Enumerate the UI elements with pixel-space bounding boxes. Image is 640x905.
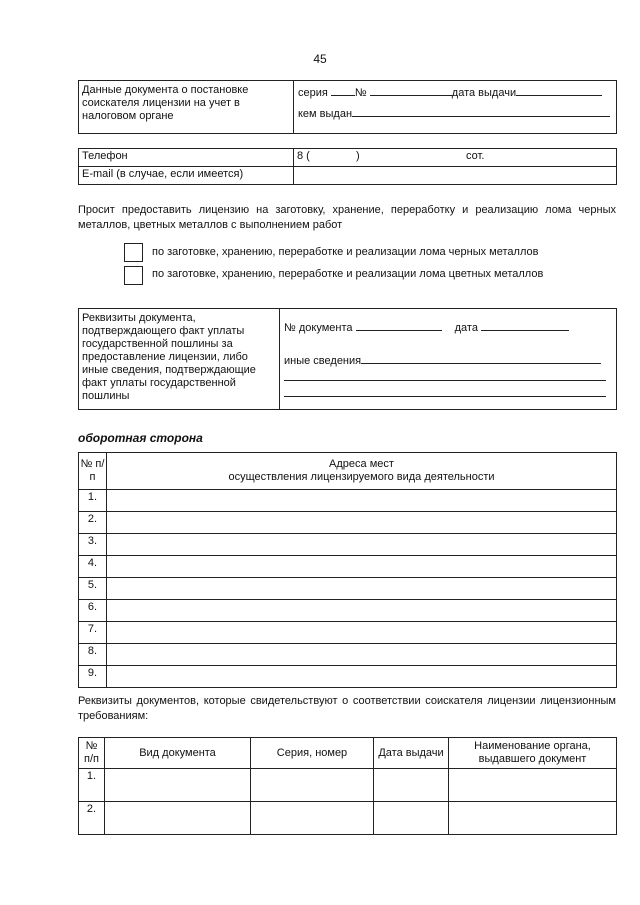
series-field[interactable] bbox=[331, 84, 355, 96]
issue-date-cell[interactable] bbox=[374, 802, 449, 835]
addresses-col-num: № п/п bbox=[79, 453, 107, 490]
series-label: серия bbox=[298, 87, 328, 99]
phone-field[interactable] bbox=[294, 149, 617, 167]
row-number: 1. bbox=[79, 769, 105, 802]
series-number-cell[interactable] bbox=[251, 769, 374, 802]
row-number: 3. bbox=[79, 534, 107, 556]
tax-registration-fields bbox=[294, 81, 617, 134]
table-row bbox=[79, 600, 617, 622]
requirements-col-num: № п/п bbox=[79, 738, 105, 769]
state-fee-table bbox=[78, 308, 617, 410]
mobile-label: сот. bbox=[466, 150, 485, 162]
issuer-cell[interactable] bbox=[449, 769, 617, 802]
other-info-field[interactable] bbox=[361, 352, 601, 364]
email-field[interactable] bbox=[294, 167, 617, 185]
row-number: 2. bbox=[79, 512, 107, 534]
other-info-label: иные сведения bbox=[284, 355, 362, 367]
table-row bbox=[79, 490, 617, 512]
address-cell[interactable] bbox=[107, 644, 617, 666]
tax-registration-table bbox=[78, 80, 617, 134]
state-fee-label: Реквизиты документа, подтверждающего факт уплаты государственной пошлины за предоставление лицензии, либо иные сведения, подтверждающие факт уплаты государственной пошлины bbox=[79, 309, 280, 410]
row-number: 1. bbox=[79, 490, 107, 512]
doc-number-label: № документа bbox=[284, 322, 353, 334]
table-row bbox=[79, 534, 617, 556]
row-number: 8. bbox=[79, 644, 107, 666]
issue-date-label: дата выдачи bbox=[451, 87, 517, 99]
issued-by-field[interactable] bbox=[352, 105, 610, 117]
phone-close: ) bbox=[356, 150, 360, 162]
other-info-line-3[interactable] bbox=[284, 396, 606, 397]
state-fee-fields bbox=[280, 309, 617, 410]
table-row bbox=[79, 556, 617, 578]
nonferrous-metals-label: по заготовке, хранению, переработке и реализации лома цветных металлов bbox=[152, 268, 544, 280]
issuer-cell[interactable] bbox=[449, 802, 617, 835]
page-number: 45 bbox=[313, 52, 327, 66]
address-cell[interactable] bbox=[107, 666, 617, 688]
table-row bbox=[79, 644, 617, 666]
request-text: Просит предоставить лицензию на заготовку, хранение, переработку и реализацию лома черных металлов, цветных металлов с выполнением работ bbox=[78, 204, 616, 231]
contacts-table bbox=[78, 148, 617, 185]
row-number: 2. bbox=[79, 802, 105, 835]
address-cell[interactable] bbox=[107, 512, 617, 534]
table-row bbox=[79, 512, 617, 534]
row-number: 6. bbox=[79, 600, 107, 622]
number-field[interactable] bbox=[370, 84, 452, 96]
doc-number-field[interactable] bbox=[356, 319, 442, 331]
table-row bbox=[79, 769, 617, 802]
fee-date-label: дата bbox=[454, 322, 478, 334]
addresses-col-address bbox=[107, 453, 617, 490]
addresses-col-address-line2: осуществления лицензируемого вида деятельности bbox=[228, 471, 495, 483]
nonferrous-metals-checkbox[interactable] bbox=[124, 266, 143, 285]
address-cell[interactable] bbox=[107, 578, 617, 600]
doc-type-cell[interactable] bbox=[105, 802, 251, 835]
series-number-cell[interactable] bbox=[251, 802, 374, 835]
addresses-table bbox=[78, 452, 617, 688]
table-row bbox=[79, 802, 617, 835]
table-row bbox=[79, 622, 617, 644]
addresses-col-address-line1: Адреса мест bbox=[329, 458, 394, 470]
address-cell[interactable] bbox=[107, 556, 617, 578]
ferrous-metals-checkbox[interactable] bbox=[124, 243, 143, 262]
address-cell[interactable] bbox=[107, 600, 617, 622]
requirements-text: Реквизиты документов, которые свидетельствуют о соответствии соискателя лицензии лицензионным требованиям: bbox=[78, 695, 616, 722]
fee-date-field[interactable] bbox=[481, 319, 569, 331]
address-cell[interactable] bbox=[107, 490, 617, 512]
requirements-col-type: Вид документа bbox=[105, 738, 251, 769]
table-row bbox=[79, 578, 617, 600]
requirements-col-series: Серия, номер bbox=[251, 738, 374, 769]
address-cell[interactable] bbox=[107, 534, 617, 556]
doc-type-cell[interactable] bbox=[105, 769, 251, 802]
table-row bbox=[79, 666, 617, 688]
row-number: 7. bbox=[79, 622, 107, 644]
requirements-col-date: Дата выдачи bbox=[374, 738, 449, 769]
phone-label: Телефон bbox=[79, 149, 294, 167]
row-number: 9. bbox=[79, 666, 107, 688]
issued-by-label: кем выдан bbox=[298, 108, 353, 120]
tax-registration-label: Данные документа о постановке соискателя лицензии на учет в налоговом органе bbox=[79, 81, 294, 134]
other-info-line-2[interactable] bbox=[284, 380, 606, 381]
address-cell[interactable] bbox=[107, 622, 617, 644]
row-number: 5. bbox=[79, 578, 107, 600]
requirements-col-issuer: Наименование органа, выдавшего документ bbox=[449, 738, 617, 769]
number-label: № bbox=[354, 87, 367, 99]
phone-prefix: 8 ( bbox=[297, 150, 310, 162]
email-label: E-mail (в случае, если имеется) bbox=[79, 167, 294, 185]
issue-date-field[interactable] bbox=[516, 84, 602, 96]
ferrous-metals-label: по заготовке, хранению, переработке и реализации лома черных металлов bbox=[152, 246, 539, 258]
row-number: 4. bbox=[79, 556, 107, 578]
requirements-table bbox=[78, 737, 617, 835]
issue-date-cell[interactable] bbox=[374, 769, 449, 802]
reverse-side-title: оборотная сторона bbox=[78, 431, 203, 445]
